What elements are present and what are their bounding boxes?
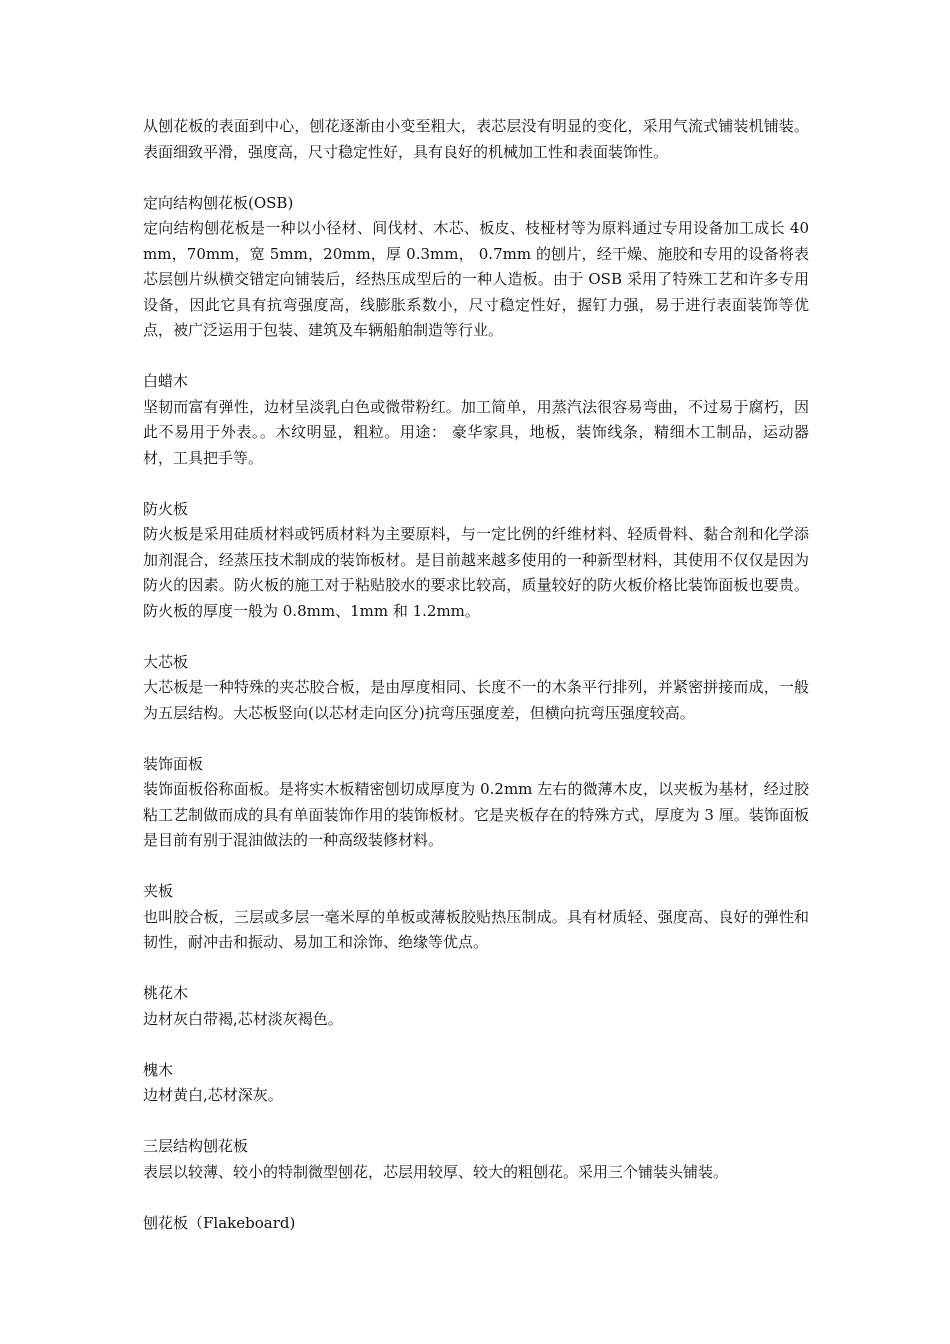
section-title: 白蜡木 <box>143 372 189 390</box>
section-body: 定向结构刨花板是一种以小径材、间伐材、木芯、板皮、枝桠材等为原料通过专用设备加工成长 40mm，70mm，宽 5mm，20mm，厚 0.3mm， 0.7mm 的刨片，经干燥、施胶和专用的设备将表芯层刨片纵横交错定向铺装后，经热压成型后的一种人造板。由于 OSB 采用了特殊工艺和许多专用设备，因此它具有抗弯强度高，线膨胀系数小，尺寸稳定性好，握钉力强，易于进行表面装饰等优点，被广泛运用于包装、建筑及车辆船舶制造等行业。 <box>143 219 809 339</box>
section-three-layer-particleboard <box>143 1134 809 1185</box>
section-title: 防火板 <box>143 499 189 518</box>
document-page <box>143 114 809 1236</box>
section-body: 坚韧而富有弹性，边材呈淡乳白色或微带粉红。加工简单，用蒸汽法很容易弯曲，不过易于腐朽，因此不易用于外表。。木纹明显，粗粒。用途： 豪华家具，地板，装饰线条，精细木工制品，运动器材，工具把手等。 <box>143 397 809 467</box>
intro-paragraph: 从刨花板的表面到中心，刨花逐渐由小变至粗大，表芯层没有明显的变化，采用气流式铺装机铺装。表面细致平滑，强度高，尺寸稳定性好，具有良好的机械加工性和表面装饰性。 <box>143 117 809 161</box>
section-title: 大芯板 <box>143 652 189 671</box>
section-body: 表层以较薄、较小的特制微型刨花，芯层用较厚、较大的粗刨花。采用三个铺装头铺装。 <box>143 1162 729 1181</box>
section-body: 装饰面板俗称面板。是将实木板精密刨切成厚度为 0.2mm 左右的微薄木皮，以夹板为基材，经过胶粘工艺制做而成的具有单面装饰作用的装饰板材。它是夹板存在的特殊方式，厚度为 3 厘。装饰面板是目前有别于混油做法的一种高级装修材料。 <box>143 780 809 849</box>
section-title: 桃花木 <box>143 984 189 1002</box>
section-blockboard <box>143 650 809 727</box>
section-fireproof-board <box>143 497 809 625</box>
section-title: 三层结构刨花板 <box>143 1137 249 1155</box>
section-peach-wood <box>143 981 809 1032</box>
section-body: 边材灰白带褐,芯材淡灰褐色。 <box>143 1009 343 1028</box>
section-title: 刨花板（Flakeboard) <box>143 1213 296 1232</box>
section-body: 防火板是采用硅质材料或钙质材料为主要原料，与一定比例的纤维材料、轻质骨料、黏合剂和化学添加剂混合，经蒸压技术制成的装饰板材。是目前越来越多使用的一种新型材料，其使用不仅仅是因为防火的因素。防火板的施工对于粘贴胶水的要求比较高，质量较好的防火板价格比装饰面板也要贵。防火板的厚度一般为 0.8mm、1mm 和 1.2mm。 <box>143 525 809 620</box>
section-title: 槐木 <box>143 1060 174 1079</box>
section-title: 夹板 <box>143 882 174 900</box>
section-ash-wood <box>143 369 809 471</box>
section-body: 大芯板是一种特殊的夹芯胶合板，是由厚度相同、长度不一的木条平行排列，并紧密拼接而成，一般为五层结构。大芯板竖向(以芯材走向区分)抗弯压强度差，但横向抗弯压强度较高。 <box>143 678 809 722</box>
section-locust-wood <box>143 1058 809 1109</box>
section-title: 定向结构刨花板(OSB) <box>143 193 294 212</box>
section-title: 装饰面板 <box>143 754 204 773</box>
section-body: 也叫胶合板，三层或多层一毫米厚的单板或薄板胶贴热压制成。具有材质轻、强度高、良好的弹性和韧性，耐冲击和振动、易加工和涂饰、绝缘等优点。 <box>143 907 809 951</box>
section-body: 边材黄白,芯材深灰。 <box>143 1086 283 1104</box>
section-flakeboard <box>143 1211 809 1237</box>
section-plywood <box>143 879 809 956</box>
section-decorative-panel <box>143 752 809 854</box>
section-osb <box>143 191 809 344</box>
